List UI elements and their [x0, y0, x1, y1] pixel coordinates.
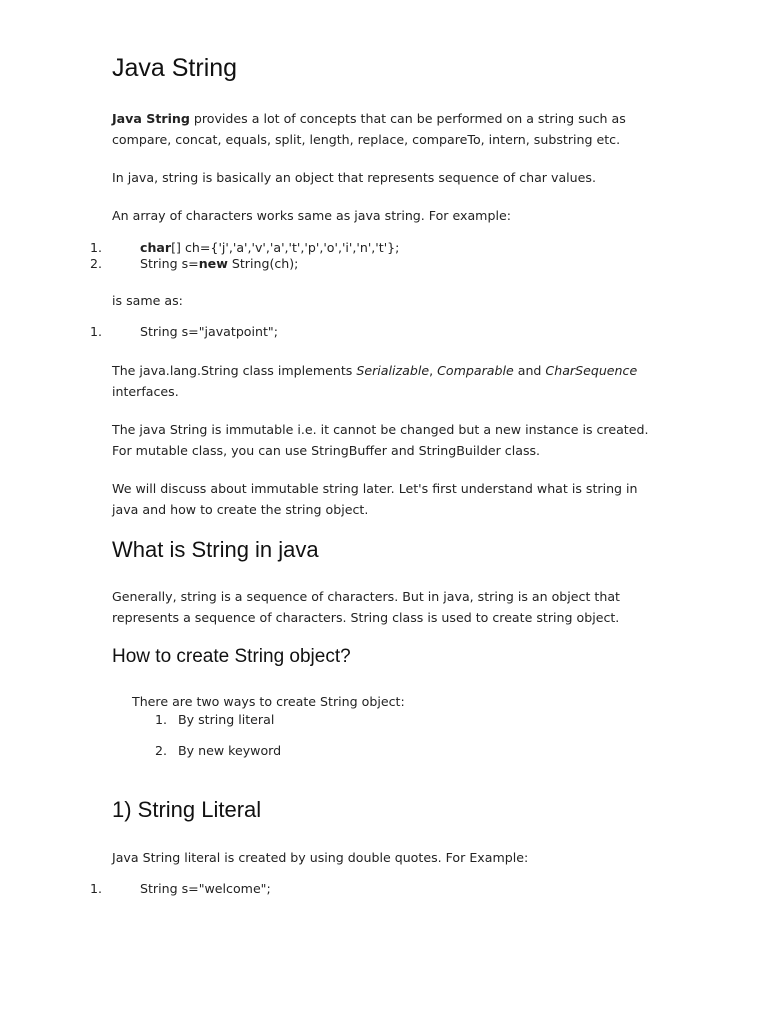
discuss-line-1: We will discuss about immutable string later. Let's first understand what is string in: [112, 481, 638, 496]
page-title: Java String: [112, 54, 238, 82]
implements-line-1: [112, 360, 637, 381]
comparable-term: Comparable: [437, 363, 514, 378]
serializable-term: Serializable: [356, 363, 430, 378]
discuss-line-2: java and how to create the string object.: [112, 502, 369, 517]
intro-line-2: compare, concat, equals, split, length, replace, compareTo, intern, substring etc.: [112, 132, 621, 147]
generally-line-1: Generally, string is a sequence of characters. But in java, string is an object that: [112, 589, 620, 604]
section-heading-literal: 1) String Literal: [112, 797, 262, 822]
ways-item: By new keyword: [178, 743, 282, 758]
immutable-line-2: For mutable class, you can use StringBuffer and StringBuilder class.: [112, 443, 541, 458]
immutable-line-1: The java String is immutable i.e. it cannot be changed but a new instance is created.: [112, 422, 649, 437]
section-heading-how: How to create String object?: [112, 646, 351, 667]
code-line-number: 1.: [90, 324, 103, 339]
generally-line-2: represents a sequence of characters. String class is used to create string object.: [112, 610, 620, 625]
paragraph-object: In java, string is basically an object that represents sequence of char values.: [112, 170, 596, 185]
code-text: String(ch);: [227, 256, 299, 271]
intro-bold-term: Java String: [112, 111, 190, 126]
implements-text: ,: [429, 363, 438, 378]
paragraph-literal: Java String literal is created by using double quotes. For Example:: [112, 850, 529, 865]
intro-line-1: [112, 108, 626, 129]
code-text: [] ch={'j','a','v','a','t','p','o','i','n','t'};: [171, 240, 400, 255]
code-keyword: new: [198, 256, 228, 271]
section-heading-what: What is String in java: [112, 537, 319, 562]
paragraph-same: is same as:: [112, 293, 183, 308]
code-keyword: char: [140, 240, 172, 255]
code-line-number: 1.: [90, 240, 103, 255]
code-line-number: 2.: [90, 256, 103, 271]
ways-item: By string literal: [178, 712, 275, 727]
code-line-char-array: [140, 240, 399, 255]
paragraph-ways: There are two ways to create String object:: [132, 694, 405, 709]
ways-item-number: 1.: [155, 712, 168, 727]
implements-text: and: [513, 363, 546, 378]
code-line-literal: String s="javatpoint";: [140, 324, 278, 339]
code-text: String s=: [140, 256, 199, 271]
code-line-number: 1.: [90, 881, 103, 896]
charsequence-term: CharSequence: [545, 363, 638, 378]
ways-item-number: 2.: [155, 743, 168, 758]
intro-line-1-rest: provides a lot of concepts that can be performed on a string such as: [189, 111, 626, 126]
implements-text: The java.lang.String class implements: [112, 363, 357, 378]
implements-line-2: interfaces.: [112, 384, 179, 399]
code-line-new-string: [140, 256, 298, 271]
paragraph-array: An array of characters works same as java string. For example:: [112, 208, 511, 223]
code-line-welcome: String s="welcome";: [140, 881, 271, 896]
